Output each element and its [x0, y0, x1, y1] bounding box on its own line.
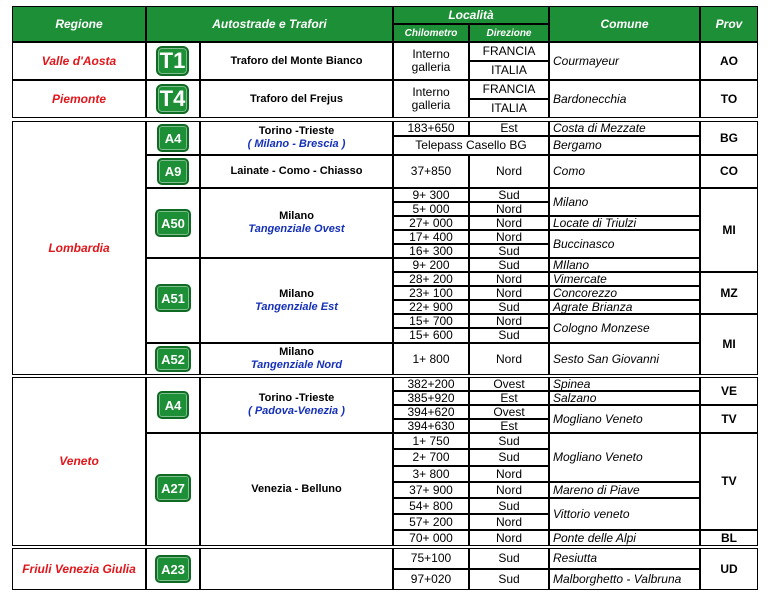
comune-buccinasco: Buccinasco — [549, 230, 700, 258]
prov-ve: VE — [700, 377, 758, 405]
km-cell: 57+ 200 — [393, 514, 469, 530]
comune-resiutta: Resiutta — [549, 548, 700, 569]
comune-costa-di-mezzate: Costa di Mezzate — [549, 121, 700, 136]
highway-a52-section: Tangenziale Nord — [250, 359, 343, 371]
comune-mareno-di-piave: Mareno di Piave — [549, 482, 700, 498]
comune-spinea: Spinea — [549, 377, 700, 391]
km-cell: 23+ 100 — [393, 286, 469, 300]
km-cell: 3+ 800 — [393, 466, 469, 482]
prov-bg: BG — [700, 121, 758, 155]
dir-cell: Est — [469, 391, 549, 405]
prov-tv-2: TV — [700, 433, 758, 530]
dir-francia-t4: FRANCIA — [469, 80, 549, 99]
comune-locate-di-triulzi: Locate di Triulzi — [549, 216, 700, 230]
dir-cell: Nord — [469, 202, 549, 216]
dir-francia-t1: FRANCIA — [469, 42, 549, 61]
highway-a50 — [200, 188, 393, 258]
region-veneto: Veneto — [12, 377, 146, 546]
comune-cologno-monzese: Cologno Monzese — [549, 314, 700, 343]
highway-a51-name: Milano — [279, 287, 314, 300]
highway-a51 — [200, 258, 393, 343]
km-cell: 37+ 900 — [393, 482, 469, 498]
comune-como: Como — [549, 155, 700, 188]
a52-badge-icon: A52 — [155, 346, 191, 372]
dir-cell: Sud — [469, 300, 549, 314]
km-interno-t4: Interno galleria — [393, 80, 469, 118]
km-cell: 22+ 900 — [393, 300, 469, 314]
km-cell: 382+200 — [393, 377, 469, 391]
prov-tv: TV — [700, 405, 758, 433]
highway-a4-lombardia-name: Torino -Trieste — [258, 125, 335, 137]
region-valle-d-aosta: Valle d'Aosta — [12, 42, 146, 80]
dir-cell: Sud — [469, 328, 549, 343]
header-chilometro: Chilometro — [393, 24, 469, 42]
highway-a52 — [200, 343, 393, 375]
dir-cell: Nord — [469, 482, 549, 498]
dir-cell: Sud — [469, 433, 549, 449]
km-cell: 385+920 — [393, 391, 469, 405]
comune-concorezzo: Concorezzo — [549, 286, 700, 300]
dir-cell: Nord — [469, 155, 549, 188]
prov-bl: BL — [700, 530, 758, 546]
prov-mi: MI — [700, 188, 758, 272]
km-cell: 37+850 — [393, 155, 469, 188]
highway-a4-veneto-section: ( Padova-Venezia ) — [248, 405, 345, 417]
dir-cell: Nord — [469, 272, 549, 286]
comune-courmayeur: Courmayeur — [549, 42, 700, 80]
km-cell: 54+ 800 — [393, 498, 469, 514]
highway-a4-lombardia — [200, 121, 393, 155]
comune-ponte-delle-alpi: Ponte delle Alpi — [549, 530, 700, 546]
dir-cell: Sud — [469, 498, 549, 514]
prov-co: CO — [700, 155, 758, 188]
highway-a4-veneto-name: Torino -Trieste — [258, 392, 335, 404]
highway-t4: Traforo del Frejus — [200, 80, 393, 118]
km-cell: 394+620 — [393, 405, 469, 419]
dir-cell: Sud — [469, 548, 549, 569]
prov-ao: AO — [700, 42, 758, 80]
km-cell: 1+ 750 — [393, 433, 469, 449]
dir-cell: Nord — [469, 286, 549, 300]
dir-cell: Ovest — [469, 377, 549, 391]
dir-cell: Nord — [469, 466, 549, 482]
dir-cell: Est — [469, 419, 549, 433]
a51-badge-icon: A51 — [155, 284, 191, 312]
dir-cell: Est — [469, 121, 549, 136]
highway-a27: Venezia - Belluno — [200, 433, 393, 546]
region-piemonte: Piemonte — [12, 80, 146, 118]
dir-cell: Nord — [469, 230, 549, 244]
dir-cell: Ovest — [469, 405, 549, 419]
a4-lombardia-badge-icon: A4 — [157, 124, 189, 152]
km-interno-t1: Interno galleria — [393, 42, 469, 80]
a27-badge-icon: A27 — [155, 474, 191, 502]
km-cell: 1+ 800 — [393, 343, 469, 375]
a50-badge-icon: A50 — [155, 209, 191, 237]
dir-cell: Nord — [469, 514, 549, 530]
header-prov: Prov — [700, 6, 758, 42]
highway-a51-section: Tangenziale Est — [255, 300, 338, 313]
dir-cell: Sud — [469, 449, 549, 466]
header-direzione: Direzione — [469, 24, 549, 42]
dir-cell: Nord — [469, 216, 549, 230]
km-cell: 183+650 — [393, 121, 469, 136]
highway-a4-veneto — [200, 377, 393, 433]
header-autostrade: Autostrade e Trafori — [146, 6, 393, 42]
comune-bergamo: Bergamo — [549, 136, 700, 155]
km-cell: 15+ 600 — [393, 328, 469, 343]
highway-a52-name: Milano — [279, 346, 314, 358]
highway-a9: Lainate - Como - Chiasso — [200, 155, 393, 188]
a9-badge-icon: A9 — [157, 158, 189, 185]
t1-badge-icon: T1 — [156, 46, 189, 76]
km-cell: 5+ 000 — [393, 202, 469, 216]
km-cell: 2+ 700 — [393, 449, 469, 466]
dir-cell: Sud — [469, 244, 549, 258]
km-cell: 75+100 — [393, 548, 469, 569]
dir-cell: Sud — [469, 258, 549, 272]
prov-mz: MZ — [700, 272, 758, 314]
t4-badge-icon: T4 — [156, 84, 189, 114]
comune-sesto-san-giovanni: Sesto San Giovanni — [549, 343, 700, 375]
highway-a50-name: Milano — [279, 210, 314, 222]
prov-mi-2: MI — [700, 314, 758, 375]
comune-malborghetto-valbruna: Malborghetto - Valbruna — [549, 569, 700, 590]
highway-a4-lombardia-section: ( Milano - Brescia ) — [247, 138, 346, 150]
km-cell: 27+ 000 — [393, 216, 469, 230]
highway-t1: Traforo del Monte Bianco — [200, 42, 393, 80]
a23-badge-icon: A23 — [155, 555, 191, 583]
dir-cell: Nord — [469, 530, 549, 546]
region-lombardia: Lombardia — [12, 121, 146, 375]
km-cell: 9+ 200 — [393, 258, 469, 272]
comune-salzano: Salzano — [549, 391, 700, 405]
comune-milano: Milano — [549, 188, 700, 216]
dir-cell: Sud — [469, 569, 549, 590]
prov-ud: UD — [700, 548, 758, 590]
dir-italia-t4: ITALIA — [469, 99, 549, 118]
km-cell: 70+ 000 — [393, 530, 469, 546]
prov-to: TO — [700, 80, 758, 118]
comune-vimercate: Vimercate — [549, 272, 700, 286]
comune-milano-2: MIlano — [549, 258, 700, 272]
comune-agrate-brianza: Agrate Brianza — [549, 300, 700, 314]
comune-mogliano-veneto: Mogliano Veneto — [549, 405, 700, 433]
highway-a50-section: Tangenziale Ovest — [248, 223, 345, 235]
km-cell: 16+ 300 — [393, 244, 469, 258]
a4-veneto-badge-icon: A4 — [157, 391, 189, 419]
km-cell: 9+ 300 — [393, 188, 469, 202]
region-friuli-venezia-giulia: Friuli Venezia Giulia — [12, 548, 146, 590]
km-cell: 394+630 — [393, 419, 469, 433]
dir-cell: Sud — [469, 188, 549, 202]
comune-vittorio-veneto: Vittorio veneto — [549, 498, 700, 530]
header-regione: Regione — [12, 6, 146, 42]
dir-cell: Nord — [469, 314, 549, 328]
km-cell: 17+ 400 — [393, 230, 469, 244]
comune-bardonecchia: Bardonecchia — [549, 80, 700, 118]
comune-mogliano-veneto-2: Mogliano Veneto — [549, 433, 700, 482]
header-localita: Località — [393, 6, 549, 24]
dir-cell: Nord — [469, 343, 549, 375]
highway-a23-empty — [200, 548, 393, 590]
header-comune: Comune — [549, 6, 700, 42]
dir-italia-t1: ITALIA — [469, 61, 549, 80]
km-cell: 28+ 200 — [393, 272, 469, 286]
km-telepass: Telepass Casello BG — [393, 136, 549, 155]
km-cell: 97+020 — [393, 569, 469, 590]
km-cell: 15+ 700 — [393, 314, 469, 328]
